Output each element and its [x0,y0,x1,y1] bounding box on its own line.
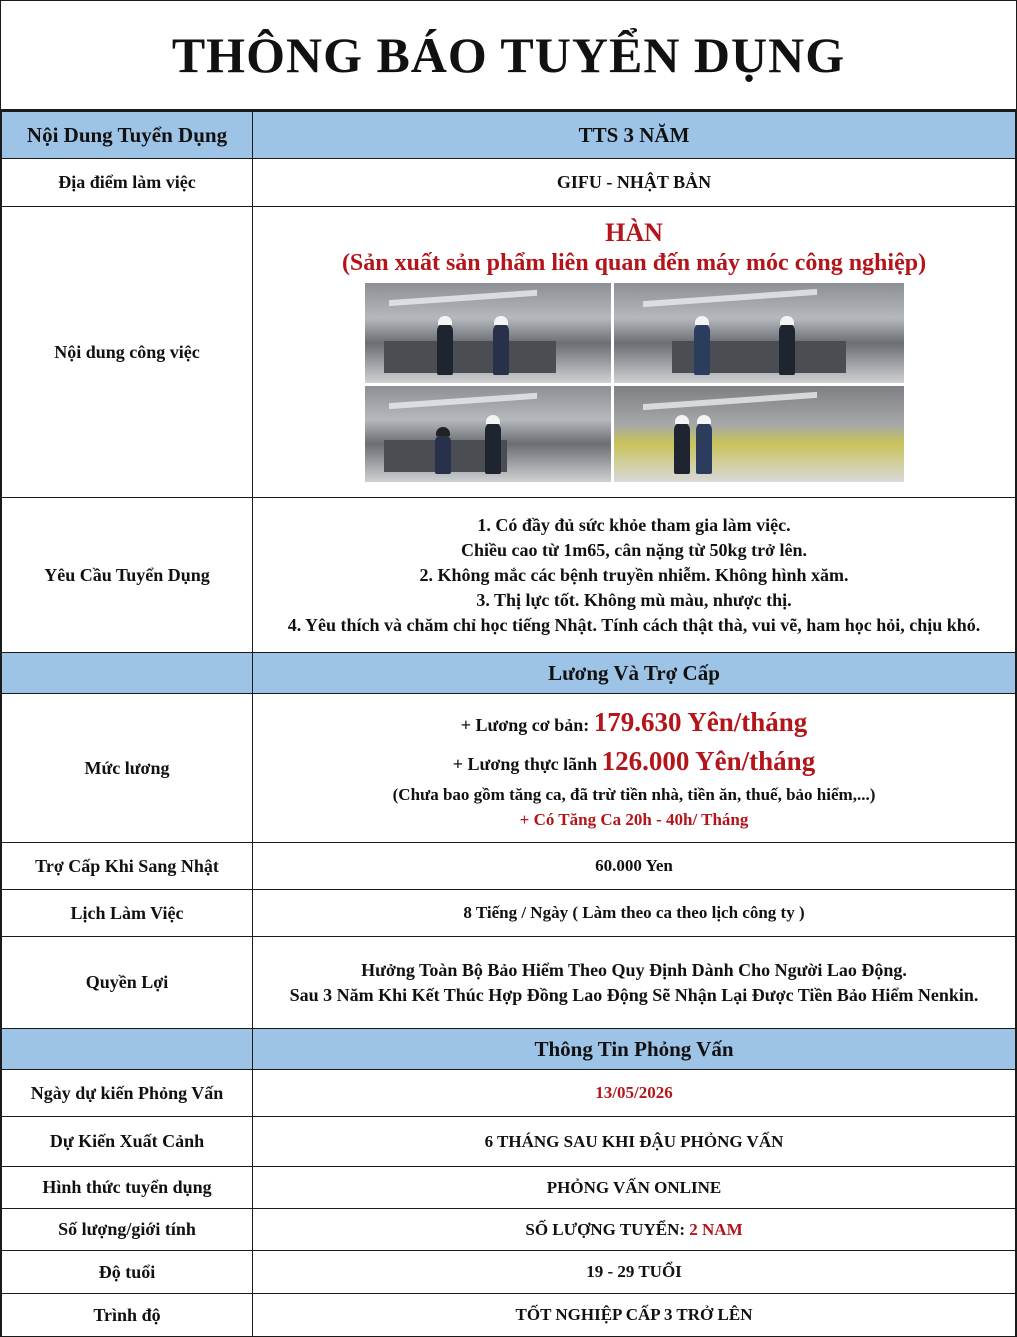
table-row-interview-date [2,1070,1016,1117]
departure-label: Dự Kiến Xuất Cảnh [2,1117,253,1167]
recruitment-table [1,111,1016,1337]
location-value: GIFU - NHẬT BẢN [253,159,1016,207]
departure-value: 6 THÁNG SAU KHI ĐẬU PHỎNG VẤN [253,1117,1016,1167]
requirement-line: 3. Thị lực tốt. Không mù màu, nhược thị. [476,589,792,610]
requirement-line: Chiều cao từ 1m65, cân nặng từ 50kg trở lên. [460,539,808,560]
factory-photo-grid [365,283,904,482]
interview-date-value: 13/05/2026 [253,1070,1016,1117]
overtime-note: + Có Tăng Ca 20h - 40h/ Tháng [519,810,749,829]
basic-salary-value: 179.630 Yên/tháng [593,707,808,737]
recruit-form-value: PHỎNG VẤN ONLINE [253,1167,1016,1209]
section-header-salary [2,653,1016,694]
job-label: Nội dung công việc [2,207,253,498]
header-value: TTS 3 NĂM [253,112,1016,159]
salary-note: (Chưa bao gồm tăng ca, đã trừ tiền nhà, tiền ăn, thuế, bảo hiểm,...) [392,785,876,804]
education-value: TỐT NGHIỆP CẤP 3 TRỞ LÊN [253,1294,1016,1337]
recruit-form-label: Hình thức tuyển dụng [2,1167,253,1209]
net-salary-value: 126.000 Yên/tháng [601,746,816,776]
quantity-prefix: SỐ LƯỢNG TUYỂN: [525,1219,686,1239]
table-row-quantity [2,1209,1016,1251]
table-row-departure [2,1117,1016,1167]
requirements-cell [253,498,1016,653]
requirement-line: 1. Có đầy đủ sức khỏe tham gia làm việc. [477,514,791,535]
job-title: HÀN [605,217,663,247]
quantity-cell [253,1209,1016,1251]
education-label: Trình độ [2,1294,253,1337]
table-header-row [2,112,1016,159]
schedule-value: 8 Tiếng / Ngày ( Làm theo ca theo lịch công ty ) [253,890,1016,937]
salary-label: Mức lương [2,694,253,843]
section-header-interview [2,1029,1016,1070]
table-row-allowance [2,843,1016,890]
table-row-recruit-form [2,1167,1016,1209]
age-label: Độ tuổi [2,1251,253,1294]
table-row-education [2,1294,1016,1337]
benefit-line: Sau 3 Năm Khi Kết Thúc Hợp Đồng Lao Động Sẽ Nhận Lại Được Tiền Bảo Hiểm Nenkin. [289,984,979,1005]
requirement-line: 4. Yêu thích và chăm chỉ học tiếng Nhật. Tính cách thật thà, vui vẽ, ham học hỏi, chịu khó. [287,614,981,635]
table-row-salary [2,694,1016,843]
net-salary-line: + Lương thực lãnh 126.000 Yên/tháng [452,746,816,776]
table-row-schedule [2,890,1016,937]
requirement-line: 2. Không mắc các bệnh truyền nhiễm. Không hình xăm. [419,564,849,585]
factory-photo-1 [365,283,611,383]
table-row-location [2,159,1016,207]
benefits-label: Quyền Lợi [2,937,253,1029]
table-row-job [2,207,1016,498]
interview-section-title: Thông Tin Phỏng Vấn [253,1029,1016,1070]
schedule-label: Lịch Làm Việc [2,890,253,937]
benefits-cell [253,937,1016,1029]
salary-section-title: Lương Và Trợ Cấp [253,653,1016,694]
page-title: THÔNG BÁO TUYỂN DỤNG [1,1,1016,111]
allowance-value: 60.000 Yen [253,843,1016,890]
factory-photo-3 [365,386,611,482]
factory-photo-2 [614,283,904,383]
benefit-line: Hưởng Toàn Bộ Bảo Hiểm Theo Quy Định Dành Cho Người Lao Động. [361,959,907,980]
job-cell [253,207,1016,498]
location-label: Địa điểm làm việc [2,159,253,207]
factory-photo-4 [614,386,904,482]
table-row-age [2,1251,1016,1294]
age-value: 19 - 29 TUỔI [253,1251,1016,1294]
allowance-label: Trợ Cấp Khi Sang Nhật [2,843,253,890]
job-subtitle: (Sản xuất sản phẩm liên quan đến máy móc công nghiệp) [341,249,927,276]
quantity-label: Số lượng/giới tính [2,1209,253,1251]
interview-date-label: Ngày dự kiến Phỏng Vấn [2,1070,253,1117]
salary-cell [253,694,1016,843]
table-row-benefits [2,937,1016,1029]
requirements-label: Yêu Cầu Tuyển Dụng [2,498,253,653]
quantity-value: 2 NAM [689,1219,743,1239]
basic-salary-line: + Lương cơ bản: 179.630 Yên/tháng [460,707,808,737]
table-row-requirements [2,498,1016,653]
header-label: Nội Dung Tuyển Dụng [2,112,253,159]
